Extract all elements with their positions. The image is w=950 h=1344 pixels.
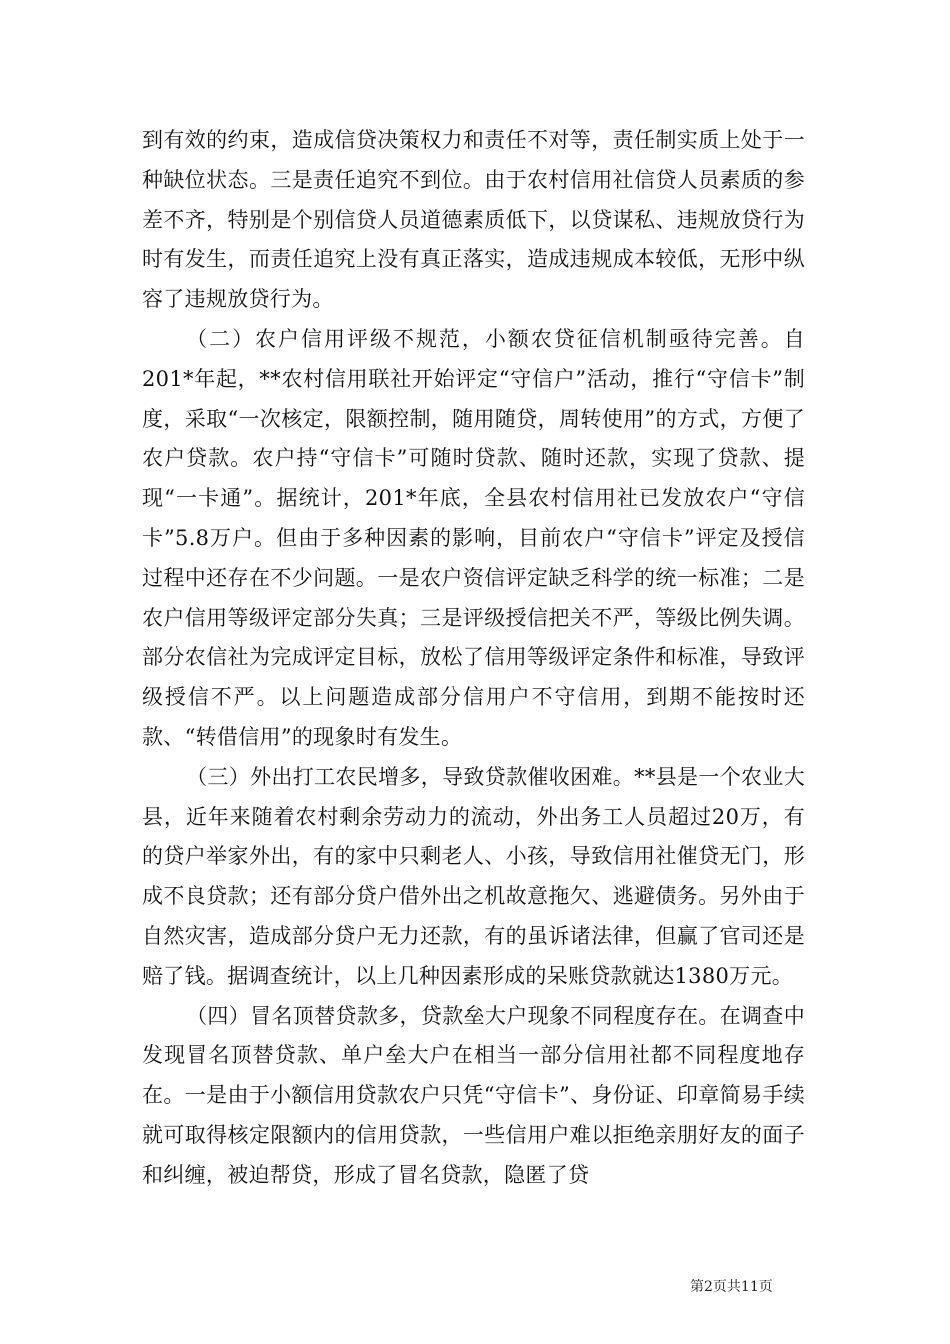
paragraph-section-4: （四）冒名顶替贷款多，贷款垒大户现象不同程度存在。在调查中发现冒名顶替贷款、单户垒大户在相当一部分信用社都不同程度地存在。一是由于小额信用贷款农户只凭“守信卡”、身份证、印章简易手续就可取得核定限额内的信用贷款，一些信用户难以拒绝亲朋好友的面子和纠缠，被迫帮贷，形成了冒名贷款，隐匿了贷 bbox=[142, 1003, 805, 1187]
page-footer bbox=[690, 1276, 773, 1296]
paragraph-section-2: （二）农户信用评级不规范，小额农贷征信机制亟待完善。自201*年起，**农村信用联社开始评定“守信户”活动，推行“守信卡”制度，采取“一次核定，限额控制，随用随贷，周转使用”的方式，方便了农户贷款。农户持“守信卡”可随时贷款、随时还款，实现了贷款、提现“一卡通”。据统计，201*年底，全县农村信用社已发放农户“守信卡”5.8万户。但由于多种因素的影响，目前农户“守信卡”评定及授信过程中还存在不少问题。一是农户资信评定缺乏科学的统一标准；二是农户信用等级评定部分失真；三是评级授信把关不严，等级比例失调。部分农信社为完成评定目标，放松了信用等级评定条件和标准，导致评级授信不严。以上问题造成部分信用户不守信用，到期不能按时还款、“转借信用”的现象时有发生。 bbox=[142, 326, 805, 749]
footer-suffix: 页 bbox=[758, 1279, 773, 1295]
footer-middle: 页共 bbox=[712, 1279, 741, 1295]
paragraph-section-3: （三）外出打工农民增多，导致贷款催收困难。**县是一个农业大县，近年来随着农村剩余劳动力的流动，外出务工人员超过20万，有的贷户举家外出，有的家中只剩老人、小孩，导致信用社催贷无门，形成不良贷款；还有部分贷户借外出之机故意拖欠、逃避债务。另外由于自然灾害，造成部分贷户无力还款，有的虽诉诸法律，但赢了官司还是赔了钱。据调查统计，以上几种因素形成的呆账贷款就达1380万元。 bbox=[142, 764, 805, 988]
footer-prefix: 第 bbox=[690, 1279, 704, 1295]
paragraph-continuation: 到有效的约束，造成信贷决策权力和责任不对等，责任制实质上处于一种缺位状态。三是责任追究不到位。由于农村信用社信贷人员素质的参差不齐，特别是个别信贷人员道德素质低下，以贷谋私、违规放贷行为时有发生，而责任追究上没有真正落实，造成违规成本较低，无形中纵容了违规放贷行为。 bbox=[142, 128, 805, 312]
footer-current-page: 2 bbox=[704, 1279, 713, 1295]
document-body bbox=[142, 121, 805, 1196]
footer-total-pages: 11 bbox=[740, 1279, 759, 1295]
